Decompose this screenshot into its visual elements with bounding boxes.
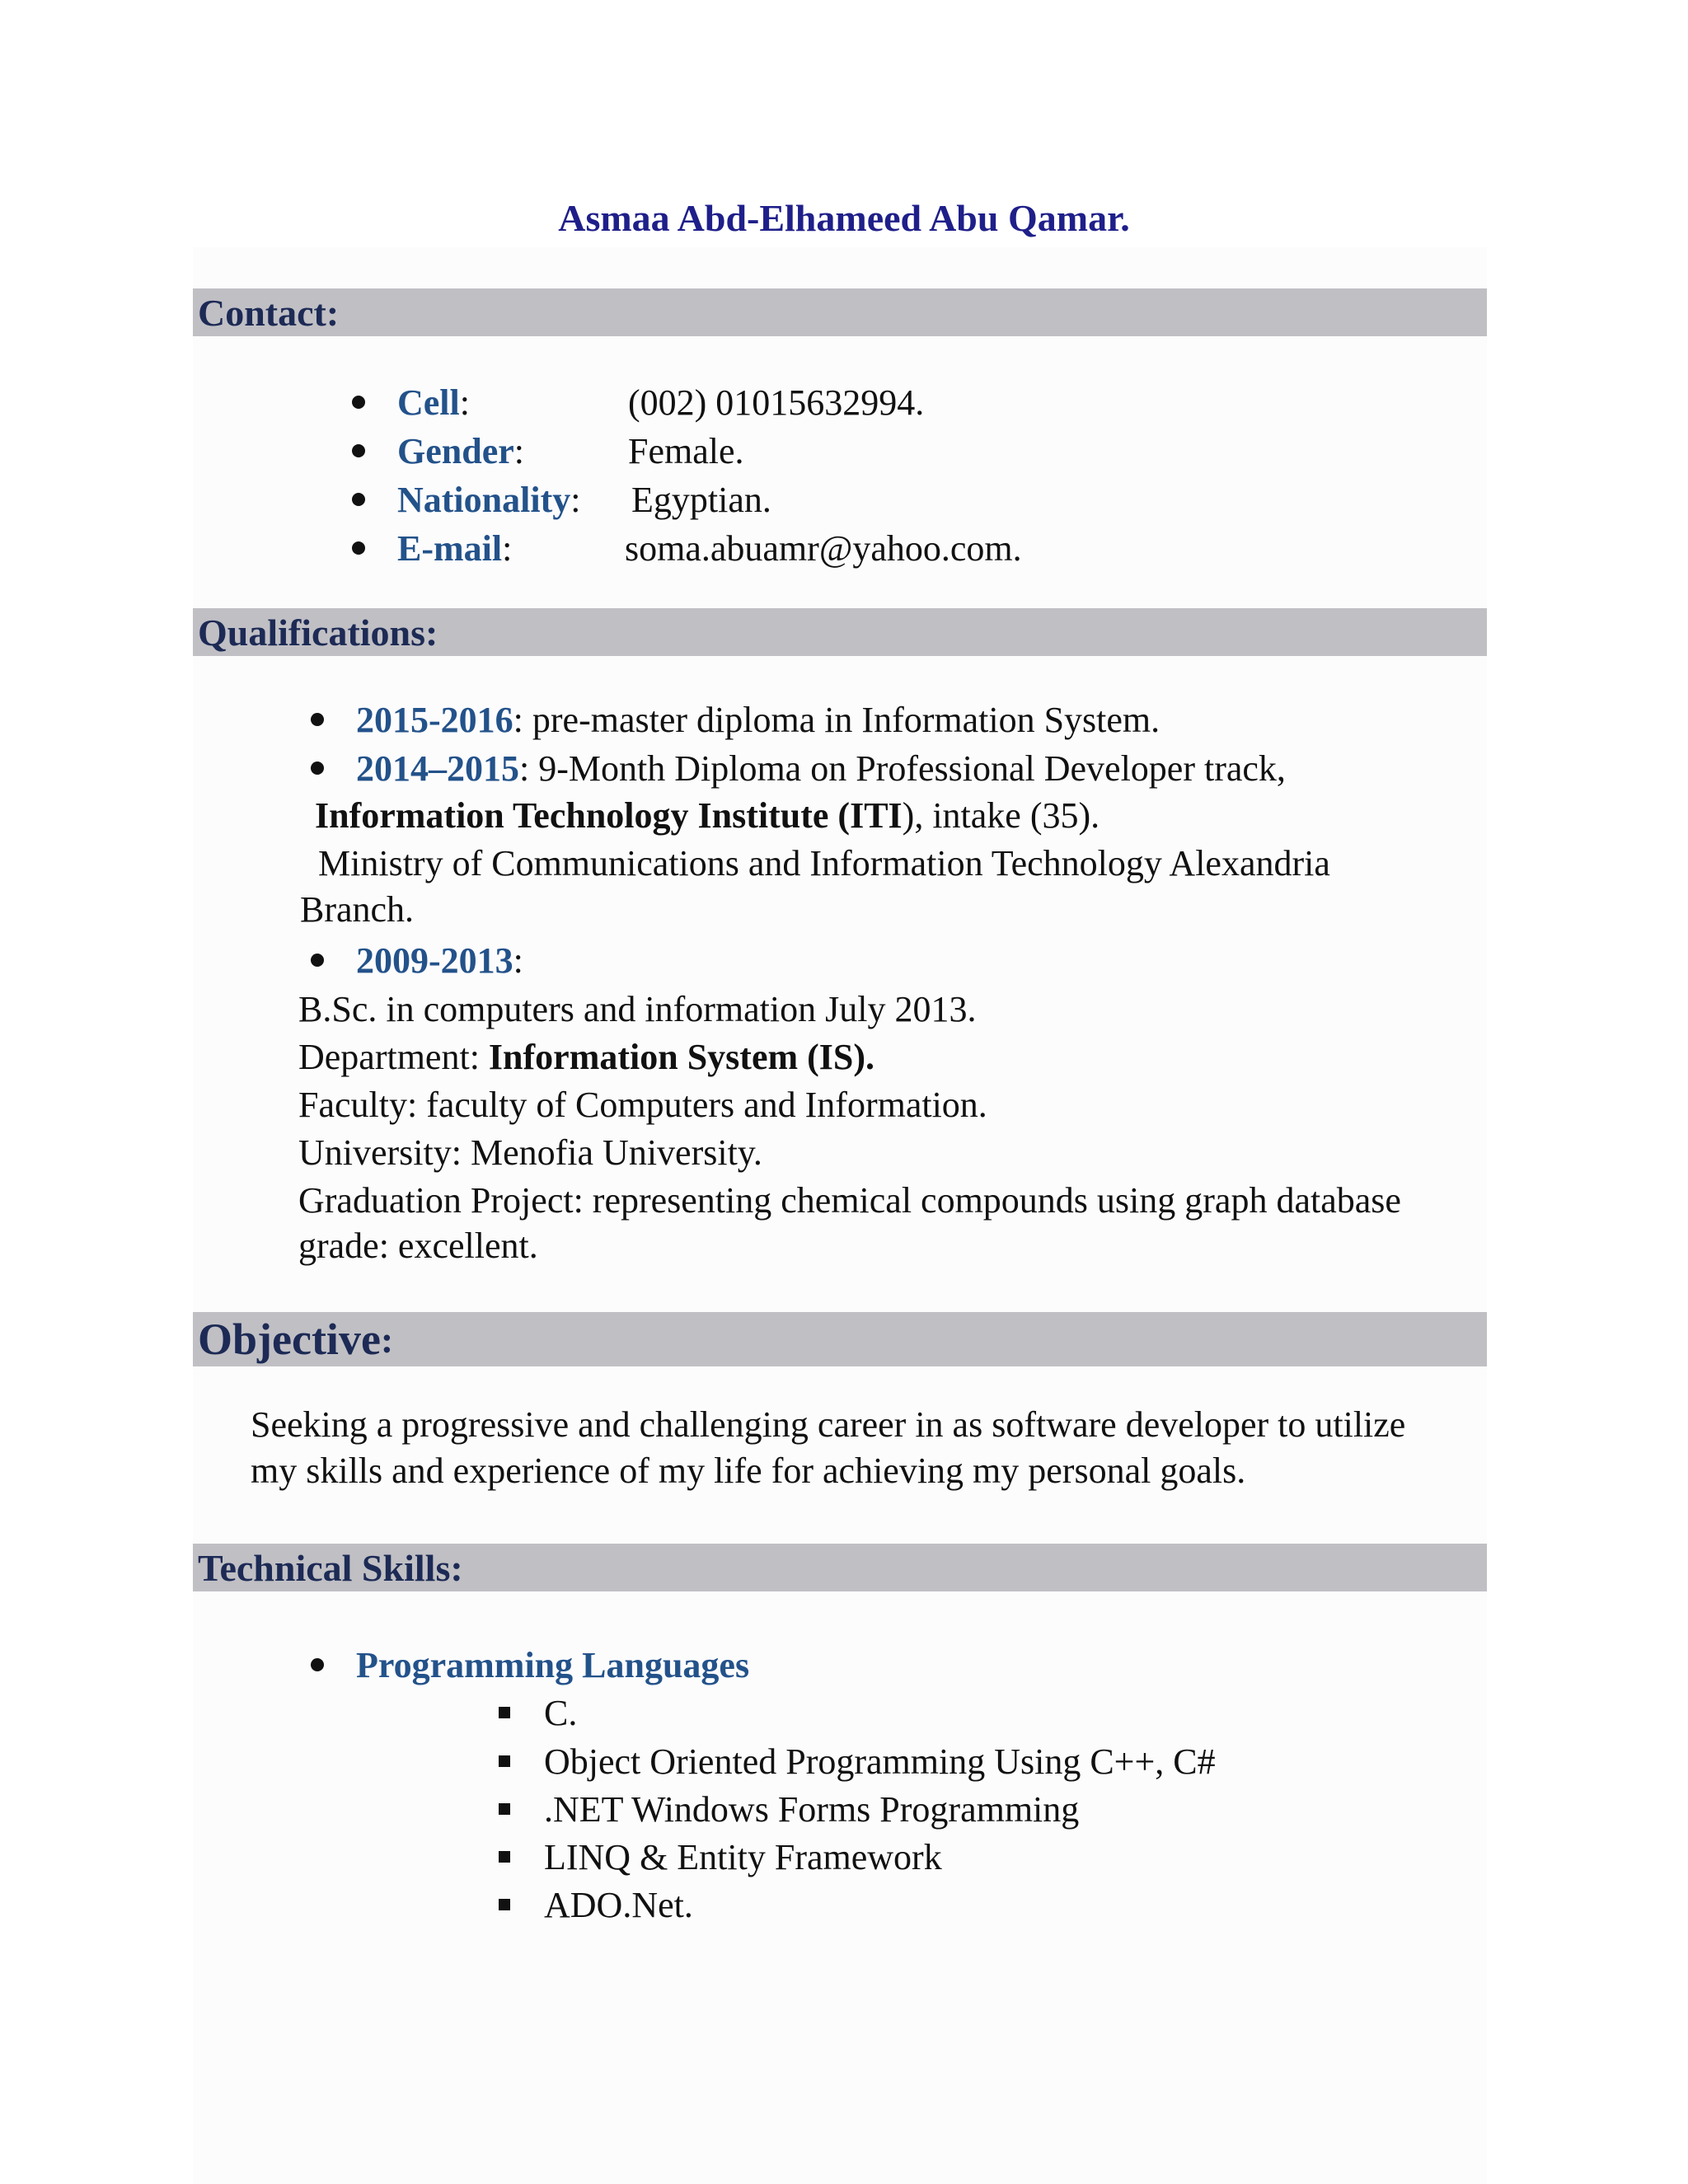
- bullet-icon: [352, 541, 365, 555]
- bullet-icon: [311, 1658, 324, 1671]
- square-bullet-icon: [499, 1803, 510, 1815]
- qualification-ministry-line: Ministry of Communications and Information Technology Alexandria: [318, 843, 1330, 883]
- skill-category: Programming Languages: [356, 1645, 750, 1685]
- section-header-technical-skills: [193, 1544, 1487, 1591]
- bullet-icon: [352, 493, 365, 506]
- qualification-branch-line: Branch.: [300, 889, 415, 930]
- section-title-qualifications: Qualifications:: [198, 611, 438, 654]
- skill-item: ADO.Net.: [544, 1885, 693, 1925]
- department-value: Information System (IS).: [488, 1037, 875, 1077]
- bullet-icon: [311, 713, 324, 726]
- qualification-item-2: [356, 748, 1286, 789]
- section-title-objective: Objective: [198, 1315, 381, 1364]
- qualification-project: Graduation Project: representing chemical compounds using graph database: [298, 1180, 1401, 1221]
- intake-text: ), intake (35).: [902, 795, 1100, 836]
- colon: :: [380, 1318, 394, 1361]
- skill-item: Object Oriented Programming Using C++, C#: [544, 1741, 1216, 1782]
- contact-nationality-label: Nationality: [397, 480, 571, 520]
- qualification-department: [298, 1039, 874, 1076]
- qualification-degree: B.Sc. in computers and information July 2013.: [298, 989, 977, 1029]
- section-header-qualifications: [193, 608, 1487, 656]
- contact-cell-label: Cell: [397, 382, 460, 423]
- square-bullet-icon: [499, 1899, 510, 1910]
- qualification-item-1: [356, 702, 1160, 738]
- section-header-contact: [193, 288, 1487, 336]
- contact-cell-row: [397, 382, 470, 423]
- contact-email-row: [397, 528, 513, 569]
- contact-cell-value: (002) 01015632994.: [628, 382, 925, 423]
- bullet-icon: [352, 396, 365, 409]
- section-title-contact: Contact:: [198, 291, 340, 334]
- colon: :: [570, 480, 581, 520]
- colon: :: [513, 431, 524, 471]
- qualification-year: 2014–2015: [356, 748, 519, 789]
- bullet-icon: [352, 444, 365, 457]
- department-label: Department:: [298, 1037, 489, 1077]
- qualification-year: 2009-2013: [356, 940, 513, 981]
- contact-gender-row: [397, 431, 524, 471]
- colon: :: [459, 382, 470, 423]
- section-title-technical-skills: Technical Skills:: [198, 1546, 463, 1589]
- qualification-grade: grade: excellent.: [298, 1226, 538, 1266]
- institute-name: Information Technology Institute (ITI: [315, 795, 903, 836]
- qualification-university: University: Menofia University.: [298, 1132, 762, 1173]
- square-bullet-icon: [499, 1851, 510, 1863]
- qualification-faculty: Faculty: faculty of Computers and Information.: [298, 1085, 987, 1125]
- qualification-institute-line: [315, 795, 1100, 836]
- colon: :: [513, 940, 523, 981]
- colon: :: [502, 528, 513, 569]
- contact-gender-label: Gender: [397, 431, 514, 471]
- qualification-item-3: [356, 940, 523, 981]
- bullet-icon: [311, 954, 324, 967]
- resume-name: Asmaa Abd-Elhameed Abu Qamar.: [558, 197, 1130, 239]
- qualification-year: 2015-2016: [356, 700, 513, 740]
- contact-nationality-row: [397, 482, 580, 518]
- skill-item: LINQ & Entity Framework: [544, 1837, 942, 1877]
- skill-item: C.: [544, 1693, 578, 1733]
- square-bullet-icon: [499, 1755, 510, 1767]
- contact-nationality-value: Egyptian.: [631, 480, 771, 520]
- skill-item: .NET Windows Forms Programming: [544, 1789, 1080, 1830]
- qualification-text: : 9-Month Diploma on Professional Developer track,: [519, 748, 1286, 789]
- contact-email-label: E-mail: [397, 528, 503, 569]
- objective-line-2: my skills and experience of my life for achieving my personal goals.: [251, 1451, 1246, 1491]
- contact-gender-value: Female.: [628, 431, 744, 471]
- bullet-icon: [311, 762, 324, 775]
- objective-line-1: Seeking a progressive and challenging career in as software developer to utilize: [251, 1404, 1406, 1445]
- qualification-text: : pre-master diploma in Information System.: [513, 700, 1160, 740]
- section-header-objective: [193, 1312, 1487, 1366]
- square-bullet-icon: [499, 1707, 510, 1718]
- contact-email-value[interactable]: soma.abuamr@yahoo.com.: [625, 528, 1022, 569]
